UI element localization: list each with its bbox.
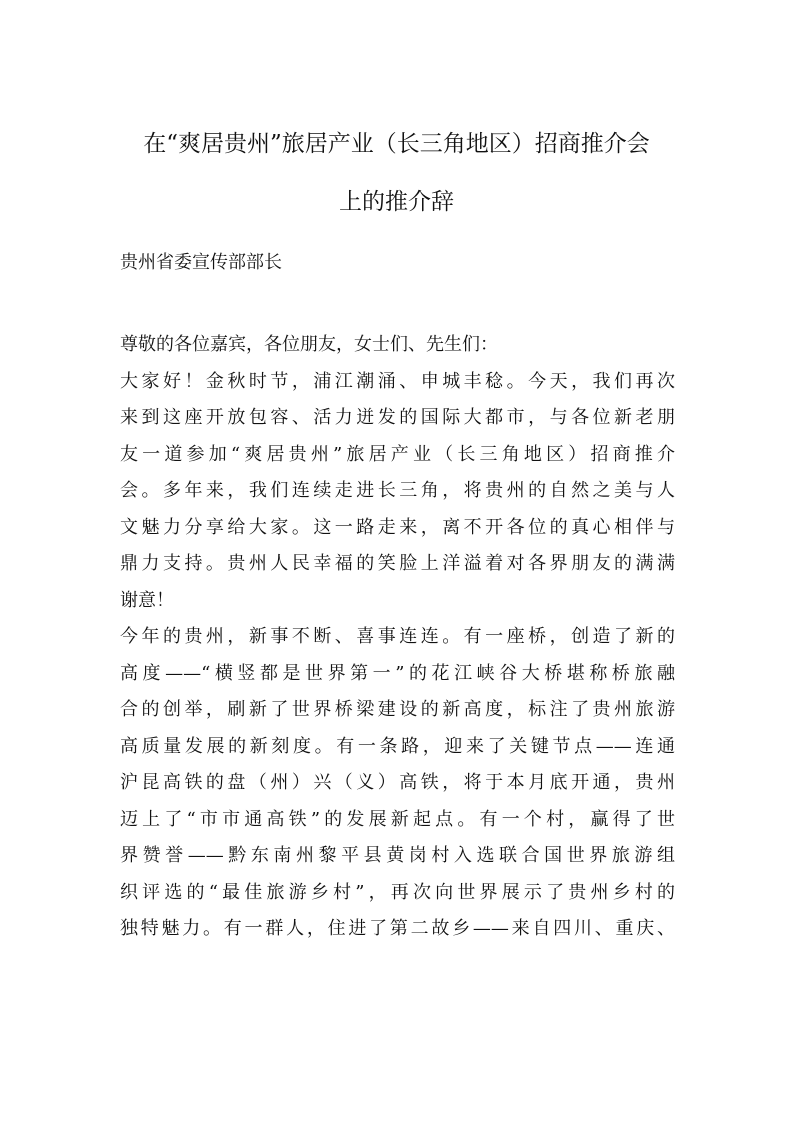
body-line: 独特魅力。有一群人，住进了第二故乡——来自四川、重庆、 xyxy=(120,918,675,939)
body-line: 高度——“横竖都是世界第一”的花江峡谷大桥堪称桥旅融 xyxy=(120,662,675,684)
body-line: 织评选的“最佳旅游乡村”，再次向世界展示了贵州乡村的 xyxy=(120,881,675,903)
body-line: 来到这座开放包容、活力迸发的国际大都市，与各位新老朋 xyxy=(120,407,675,428)
title-line: 上的推介辞 xyxy=(339,189,454,215)
body-line: 友一道参加“爽居贵州”旅居产业（长三角地区）招商推介 xyxy=(120,443,675,465)
salutation-line: 尊敬的各位嘉宾，各位朋友，女士们、先生们： xyxy=(120,334,498,355)
body-line: 界赞誉——黔东南州黎平县黄岗村入选联合国世界旅游组 xyxy=(120,845,675,866)
body-line: 大家好！金秋时节，浦江潮涌、申城丰稔。今天，我们再次 xyxy=(120,370,675,392)
body-line: 合的创举，刷新了世界桥梁建设的新高度，标注了贵州旅游 xyxy=(120,699,675,720)
document-title xyxy=(110,115,683,231)
body-line: 迈上了“市市通高铁”的发展新起点。有一个村，赢得了世 xyxy=(120,808,675,830)
body-line: 谢意！ xyxy=(120,589,174,611)
document-body xyxy=(120,327,675,948)
body-line: 今年的贵州，新事不断、喜事连连。有一座桥，创造了新的 xyxy=(120,626,675,647)
body-line: 会。多年来，我们连续走进长三角，将贵州的自然之美与人 xyxy=(120,480,675,501)
author-line: 贵州省委宣传部部长 xyxy=(120,252,282,273)
body-line: 文魅力分享给大家。这一路走来，离不开各位的真心相伴与 xyxy=(120,516,675,538)
title-line: 在“爽居贵州”旅居产业（长三角地区）招商推介会 xyxy=(143,131,650,157)
body-line: 鼎力支持。贵州人民幸福的笑脸上洋溢着对各界朋友的满满 xyxy=(120,553,675,574)
body-line: 沪昆高铁的盘（州）兴（义）高铁，将于本月底开通，贵州 xyxy=(120,772,675,793)
body-line: 高质量发展的新刻度。有一条路，迎来了关键节点——连通 xyxy=(120,735,675,757)
